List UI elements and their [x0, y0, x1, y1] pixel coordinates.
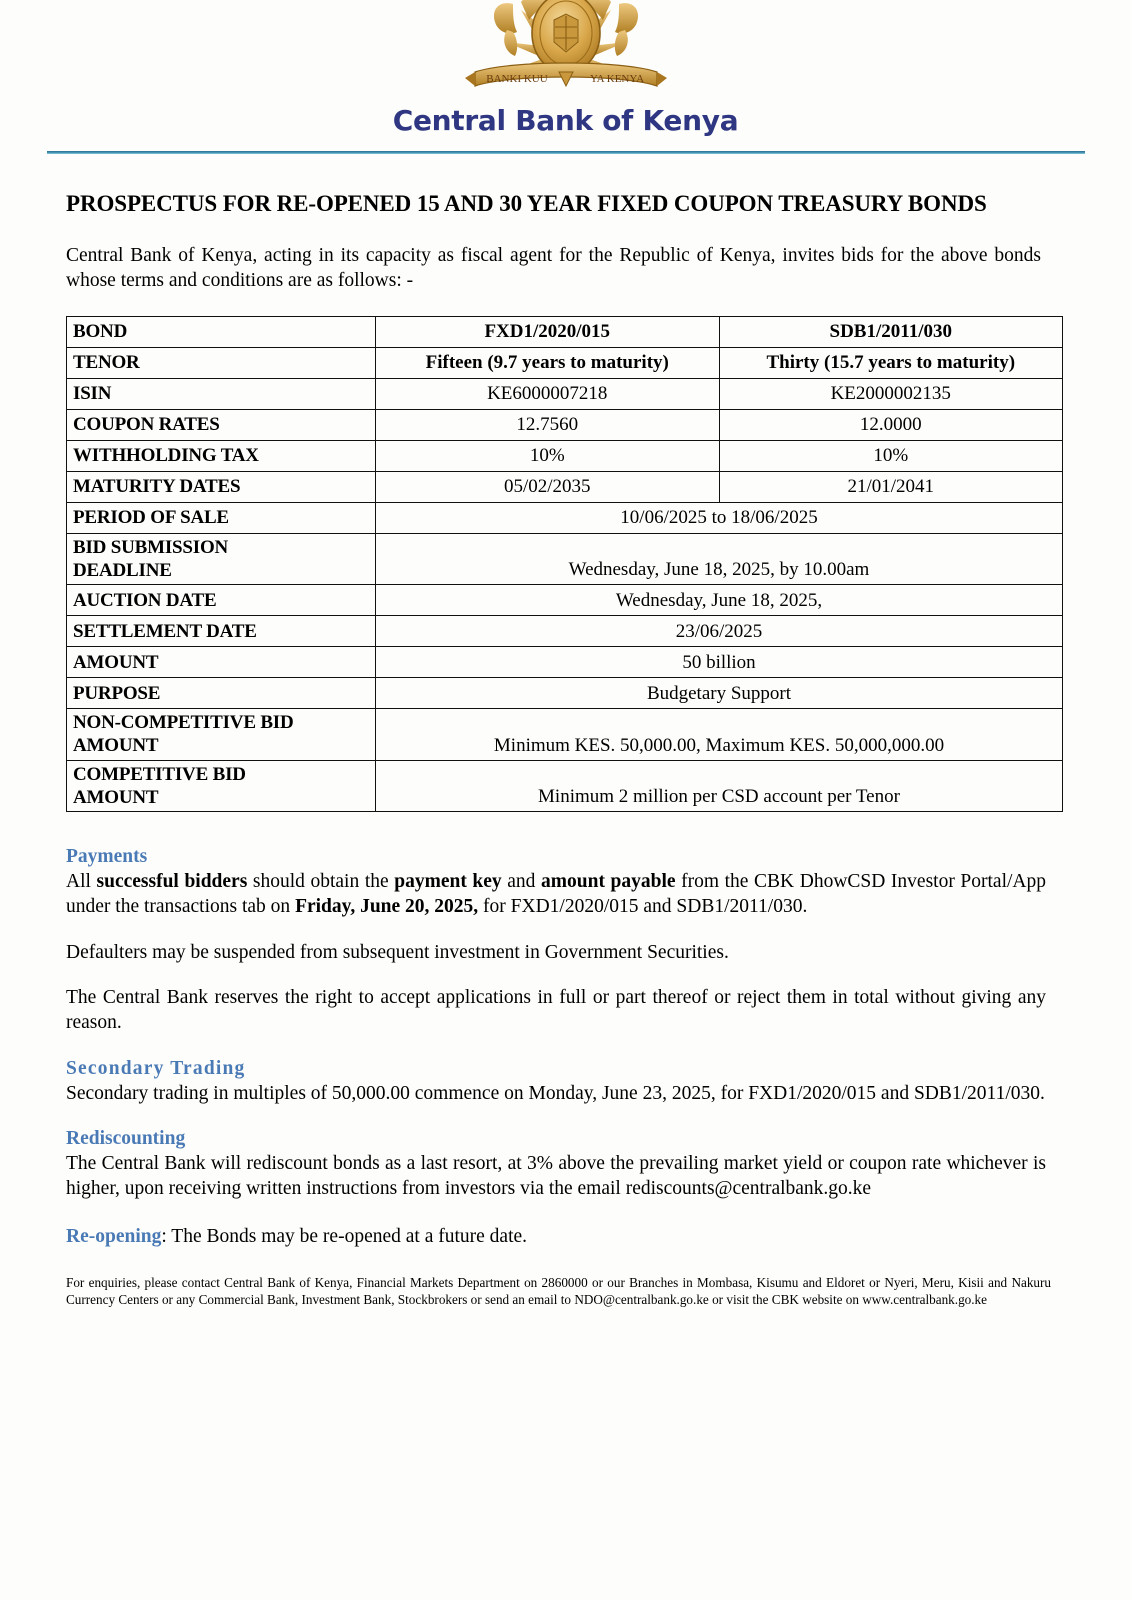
bond-terms-table [66, 316, 1063, 812]
row-label: SETTLEMENT DATE [67, 616, 376, 647]
reopening-text: : The Bonds may be re-opened at a future date. [161, 1225, 528, 1247]
row-label: AUCTION DATE [67, 585, 376, 616]
row-label-line1: NON-COMPETITIVE BID [73, 712, 294, 734]
row-label-line2: AMOUNT [73, 735, 159, 757]
row-value-bond1: FXD1/2020/015 [376, 316, 720, 347]
section-heading-secondary-trading: Secondary Trading [66, 1057, 246, 1079]
row-value-bond2: 10% [719, 440, 1063, 471]
row-value-merged [376, 760, 1063, 811]
row-label: TENOR [67, 347, 376, 378]
row-label [67, 760, 376, 811]
rediscounting-paragraph: The Central Bank will rediscount bonds as a last resort, at 3% above the prevailing market yield or coupon rate whichever is higher, upon receiving written instructions from investors via the email rediscounts@centralbank.go.ke [66, 1152, 1046, 1200]
payments-text-5: for FXD1/2020/015 and SDB1/2011/030. [478, 896, 808, 918]
payments-bold-1: successful bidders [96, 870, 248, 892]
row-value-merged: 10/06/2025 to 18/06/2025 [376, 502, 1063, 533]
row-label-line2: AMOUNT [73, 786, 159, 808]
row-label: PERIOD OF SALE [67, 502, 376, 533]
table-row [67, 585, 1063, 616]
payments-text-3: and [501, 870, 542, 892]
table-row [67, 378, 1063, 409]
coat-of-arms-icon [451, 0, 681, 100]
table-row [67, 440, 1063, 471]
secondary-trading-paragraph: Secondary trading in multiples of 50,000.00 commence on Monday, June 23, 2025, for FXD1/2020/015 and SDB1/2011/030. [66, 1082, 1045, 1104]
payments-bold-3: amount payable [541, 870, 676, 892]
document-body [0, 154, 1131, 1309]
row-value-bond1: 05/02/2035 [376, 471, 720, 502]
row-label-line1: COMPETITIVE BID [73, 763, 246, 785]
page-title: PROSPECTUS FOR RE-OPENED 15 AND 30 YEAR FIXED COUPON TREASURY BONDS [66, 191, 987, 216]
reopening-paragraph [66, 1224, 1065, 1249]
section-heading-payments: Payments [66, 845, 148, 867]
table-row [67, 709, 1063, 760]
row-value-bond2: 21/01/2041 [719, 471, 1063, 502]
row-value-merged [376, 533, 1063, 584]
cbk-logo [0, 0, 1131, 100]
table-row [67, 316, 1063, 347]
table-row [67, 760, 1063, 811]
row-label-line1: BID SUBMISSION [73, 536, 229, 558]
row-label: COUPON RATES [67, 409, 376, 440]
defaulters-paragraph: Defaulters may be suspended from subsequent investment in Government Securities. [66, 941, 729, 963]
row-value-bond2: SDB1/2011/030 [719, 316, 1063, 347]
row-value-bond1: KE6000007218 [376, 378, 720, 409]
row-label: MATURITY DATES [67, 471, 376, 502]
table-row [67, 647, 1063, 678]
payments-text-4: from the CBK DhowCSD Investor Portal/App under the transactions tab on [66, 870, 1046, 918]
payments-text-2: should obtain the [247, 870, 395, 892]
row-value-bond2: KE2000002135 [719, 378, 1063, 409]
section-heading-rediscounting: Rediscounting [66, 1127, 186, 1149]
row-label-line2: DEADLINE [73, 559, 172, 581]
page-header [0, 0, 1131, 154]
row-value-bond1: 10% [376, 440, 720, 471]
bank-wordmark: Central Bank of Kenya [392, 104, 739, 137]
payments-paragraph [66, 869, 1046, 920]
payments-bold-2: payment key [394, 870, 502, 892]
table-row [67, 533, 1063, 584]
table-row [67, 502, 1063, 533]
row-label: ISIN [67, 378, 376, 409]
row-value-merged: Wednesday, June 18, 2025, [376, 585, 1063, 616]
row-value-merged: Budgetary Support [376, 678, 1063, 709]
crest-motto-right: YA KENYA [589, 73, 644, 85]
row-label: BOND [67, 316, 376, 347]
table-row [67, 678, 1063, 709]
table-row [67, 347, 1063, 378]
row-value-merged: 23/06/2025 [376, 616, 1063, 647]
intro-paragraph: Central Bank of Kenya, acting in its capacity as fiscal agent for the Republic of Kenya, invites bids for the above bonds whose terms and conditions are as follows: - [66, 245, 1041, 292]
table-row [67, 409, 1063, 440]
row-value-merged [376, 709, 1063, 760]
row-value-bond2: Thirty (15.7 years to maturity) [719, 347, 1063, 378]
crest-motto-left: BANKI KUU [485, 73, 548, 85]
row-label: PURPOSE [67, 678, 376, 709]
row-label: AMOUNT [67, 647, 376, 678]
row-label [67, 709, 376, 760]
row-value-merged: 50 billion [376, 647, 1063, 678]
table-row [67, 471, 1063, 502]
enquiries-footer: For enquiries, please contact Central Bank of Kenya, Financial Markets Department on 2860000 or our Branches in Mombasa, Kisumu and Eldoret or Nyeri, Meru, Kisii and Nakuru Currency Centers or any Commercial Bank, Investment Bank, Stockbrokers or send an email to NDO@centralbank.go.ke or visit the CBK website on www.centralbank.go.ke [66, 1274, 1051, 1307]
row-value-text: Minimum 2 million per CSD account per Tenor [538, 786, 900, 808]
table-row [67, 616, 1063, 647]
reopening-label: Re-opening [66, 1225, 162, 1247]
row-value-bond2: 12.0000 [719, 409, 1063, 440]
row-label [67, 533, 376, 584]
rights-reserved-paragraph: The Central Bank reserves the right to accept applications in full or part thereof or reject them in total without giving any reason. [66, 986, 1046, 1034]
row-label: WITHHOLDING TAX [67, 440, 376, 471]
row-value-bond1: 12.7560 [376, 409, 720, 440]
payments-text-1: All [66, 870, 97, 892]
row-value-text: Minimum KES. 50,000.00, Maximum KES. 50,000,000.00 [493, 734, 945, 756]
row-value-bond1: Fifteen (9.7 years to maturity) [376, 347, 720, 378]
row-value-text: Wednesday, June 18, 2025, by 10.00am [568, 559, 870, 581]
payments-bold-date: Friday, June 20, 2025, [295, 896, 479, 918]
